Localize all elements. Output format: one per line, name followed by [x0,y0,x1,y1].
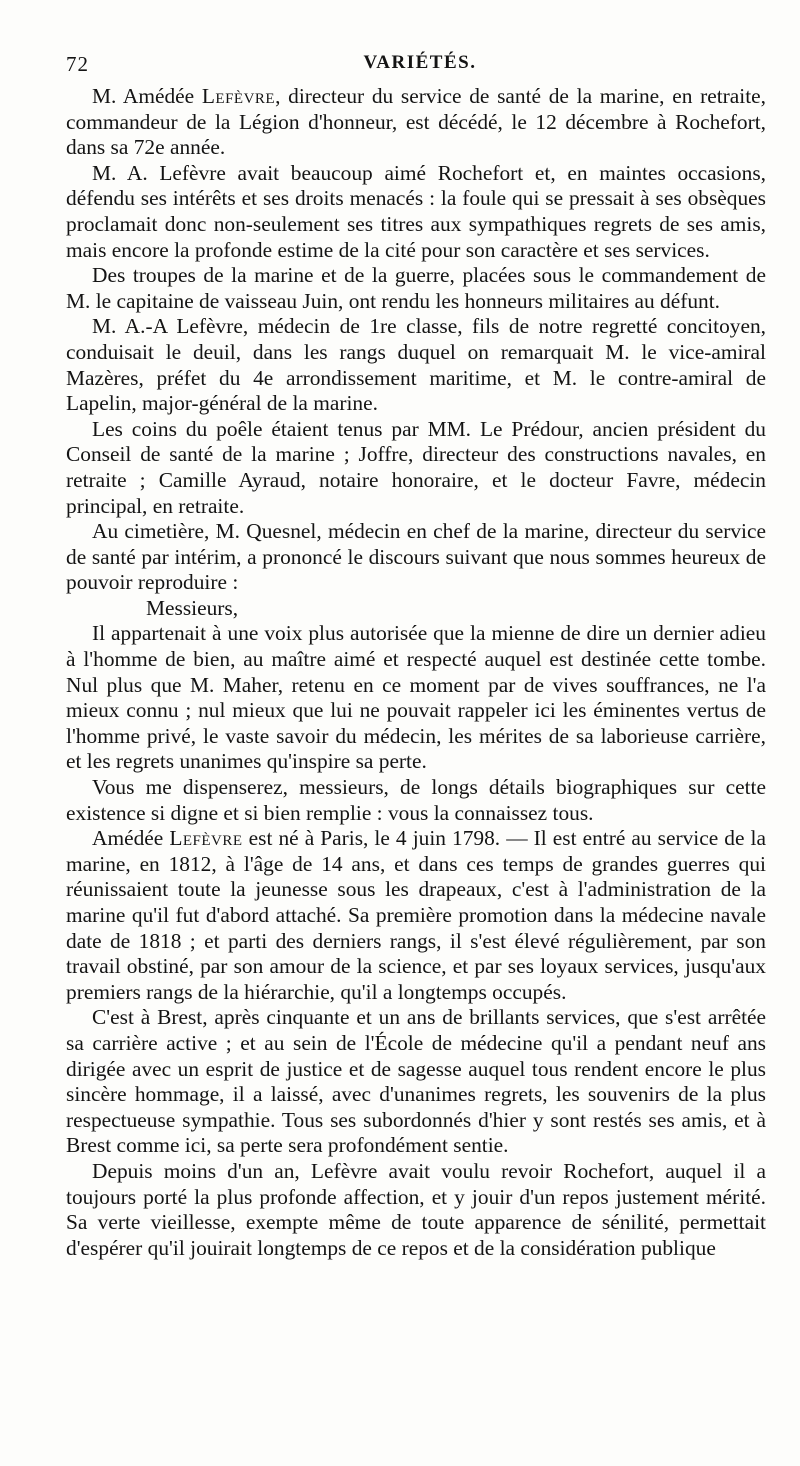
speech-salutation: Messieurs, [146,595,239,620]
page-number: 72 [66,52,89,76]
speech-paragraph-brest: C'est à Brest, après cinquante et un ans de brillants services, que s'est arrêtée sa carrière active ; et au sein de l'École de médecine qu'il a pendant neuf ans dirigée avec un esprit de justice et de sagesse auquel tous rendent encore le plus sincère hommage, il a laissé, avec d'unanimes regrets, les souvenirs de la plus respectueuse sympathie. Tous ses subordonnés d'hier y sont restés ses amis, et à Brest comme ici, sa perte sera profondément sentie. [66,1005,766,1158]
paragraph-cemetery: Au cimetière, M. Quesnel, médecin en chef de la marine, directeur du service de santé par intérim, a prononcé le discours suivant que nous sommes heureux de pouvoir reproduire : [66,519,766,595]
speech-paragraph-1: Il appartenait à une voix plus autorisée que la mienne de dire un dernier adieu à l'homme de bien, au maître aimé et respecté auquel est destinée cette tombe. Nul plus que M. Maher, retenu en ce moment par de vives souffrances, ne l'a mieux connu ; nul mieux que lui ne pouvait rappeler ici les éminentes vertus de l'homme privé, le vaste savoir du médecin, les mérites de sa laborieuse carrière, et les regrets unanimes qu'inspire sa perte. [66,621,766,774]
running-title: VARIÉTÉS. [363,52,477,73]
paragraph-pallbearers: Les coins du poêle étaient tenus par MM. Le Prédour, ancien président du Conseil de santé de la marine ; Joffre, directeur des constructions navales, en retraite ; Camille Ayraud, notaire honoraire, et le docteur Favre, médecin principal, en retraite. [66,416,766,518]
paragraph-rochefort: M. A. Lefèvre avait beaucoup aimé Rochefort et, en maintes occasions, défendu ses intérêts et ses droits menacés : la foule qui se pressait à ses obsèques proclamait donc non-seulement ses titres aux sympathiques regrets de ses amis, mais encore la profonde estime de la cité pour son caractère et ses services. [66,160,766,262]
surname-small-caps: Lefèvre [201,84,276,108]
paragraph-mourners: M. A.-A Lefèvre, médecin de 1re classe, fils de notre regretté concitoyen, conduisait le deuil, dans les rangs duquel on remarquait M. le vice-amiral Mazères, préfet du 4e arrondissement maritime, et M. le contre-amiral de Lapelin, major-général de la marine. [66,314,766,416]
article-body [66,84,766,1261]
paragraph-military-honors: Des troupes de la marine et de la guerre, placées sous le commandement de M. le capitaine de vaisseau Juin, ont rendu les honneurs militaires au défunt. [66,263,766,313]
page-header [66,52,774,80]
speech-paragraph-2: Vous me dispenserez, messieurs, de longs détails biographiques sur cette existence si digne et si bien remplie : vous la connaissez tous. [66,775,766,825]
speech-paragraph-retirement: Depuis moins d'un an, Lefèvre avait voulu revoir Rochefort, auquel il a toujours porté la plus profonde affection, et y jouir d'un repos justement mérité. Sa verte vieillesse, exempte même de toute apparence de sénilité, permettait d'espérer qu'il jouirait longtemps de ce repos et de la considération publique [66,1158,766,1260]
paragraph-obituary-notice: M. Amédée Lefèvre, directeur du service de santé de la marine, en retraite, commandeur de la Légion d'honneur, est décédé, le 12 décembre à Rochefort, dans sa 72e année. [66,84,766,160]
speech-paragraph-biography: Amédée Lefèvre est né à Paris, le 4 juin 1798. — Il est entré au service de la marine, en 1812, à l'âge de 14 ans, et dans ces temps de grandes guerres qui réunissaient toute la jeunesse sous les drapeaux, c'est à l'administration de la marine qu'il fut d'abord attaché. Sa première promotion dans la médecine navale date de 1818 ; et parti des derniers rangs, il s'est élevé régulièrement, par son travail obstiné, par son amour de la science, et par ses loyaux services, jusqu'aux premiers rangs de la hiérarchie, qu'il a longtemps occupés. [66,826,766,1004]
surname-small-caps: Lefèvre [169,826,243,851]
